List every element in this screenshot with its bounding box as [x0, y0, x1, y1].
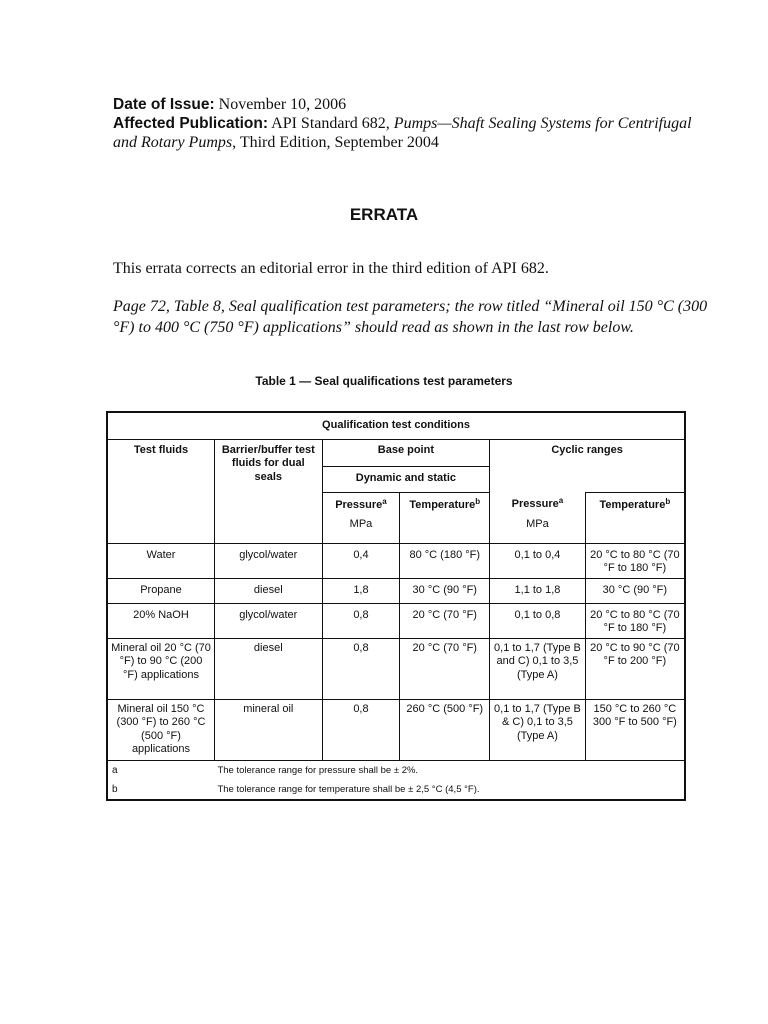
cell-barrier-fluid: diesel: [214, 578, 322, 603]
header-bp-temperature: Temperature$^b$: [400, 492, 490, 514]
intro-paragraph: This errata corrects an editorial error in the third edition of API 682.: [113, 260, 549, 277]
cell-test-fluid: Mineral oil 20 °C (70 °F) to 90 °C (200 °F) applications: [107, 638, 214, 699]
cell-test-fluid: Propane: [107, 578, 214, 603]
footnote-row: [107, 760, 685, 781]
bp-pressure-unit: MPa: [322, 514, 400, 543]
page-title: ERRATA: [349, 205, 419, 224]
publication-edition: , Third Edition, September 2004: [232, 134, 439, 151]
cy-temperature-unit-blank: [585, 514, 685, 543]
table-row: [107, 578, 685, 603]
cell-cy-temperature: 20 °C to 90 °C (70 °F to 200 °F): [585, 638, 685, 699]
cell-cy-pressure: 0,1 to 0,8: [490, 603, 586, 638]
cell-bp-temperature: 30 °C (90 °F): [400, 578, 490, 603]
table-header-row-1: [107, 439, 685, 466]
cell-bp-temperature: 80 °C (180 °F): [400, 543, 490, 578]
header-cy-pressure: Pressure$^a$: [490, 492, 586, 514]
cy-pressure-unit: MPa: [490, 514, 586, 543]
date-label: Date of Issue:: [113, 96, 215, 113]
table-row: [107, 603, 685, 638]
cell-cy-temperature: 20 °C to 80 °C (70 °F to 180 °F): [585, 543, 685, 578]
cell-cy-temperature: 20 °C to 80 °C (70 °F to 180 °F): [585, 603, 685, 638]
table-group-header-row: [107, 412, 685, 439]
publication-value: API Standard 682,: [271, 115, 390, 132]
bp-temperature-unit-blank: [400, 514, 490, 543]
cell-bp-pressure: 0,8: [322, 699, 400, 760]
affected-publication-line: [113, 114, 713, 152]
cell-bp-temperature: 20 °C (70 °F): [400, 603, 490, 638]
cell-test-fluid: Mineral oil 150 °C (300 °F) to 260 °C (500 °F) applications: [107, 699, 214, 760]
table-row: [107, 699, 685, 760]
cell-bp-pressure: 1,8: [322, 578, 400, 603]
footnote-mark: a: [107, 760, 214, 781]
publication-label: Affected Publication:: [113, 115, 269, 132]
cell-bp-temperature: 260 °C (500 °F): [400, 699, 490, 760]
date-of-issue-line: [113, 95, 713, 114]
cell-barrier-fluid: mineral oil: [214, 699, 322, 760]
correction-note: Page 72, Table 8, Seal qualification test parameters; the row titled “Mineral oil 150 °C (300 °F) to 400 °C (750 °F) applications” should read as shown in the last row below.: [113, 298, 708, 336]
date-value: November 10, 2006: [218, 96, 347, 113]
publication-title: Pumps—Shaft Sealing Systems for Centrifugal and Rotary Pumps: [113, 115, 692, 151]
header-cy-temperature: Temperature$^b$: [585, 492, 685, 514]
footnote-text: The tolerance range for temperature shall be ± 2,5 °C (4,5 °F).: [214, 781, 685, 800]
cell-bp-pressure: 0,4: [322, 543, 400, 578]
table-caption: Table 1 — Seal qualifications test parameters: [255, 374, 513, 388]
cell-cy-pressure: 0,1 to 1,7 (Type B & C) 0,1 to 3,5 (Type A): [490, 699, 586, 760]
group-header-cell: Qualification test conditions: [107, 412, 685, 439]
footnote-mark: b: [107, 781, 214, 800]
header-dynamic-static: Dynamic and static: [322, 466, 490, 492]
cell-cy-temperature: 30 °C (90 °F): [585, 578, 685, 603]
cell-test-fluid: 20% NaOH: [107, 603, 214, 638]
cell-cy-temperature: 150 °C to 260 °C 300 °F to 500 °F): [585, 699, 685, 760]
test-parameters-table: [106, 411, 686, 801]
header-base-point: Base point: [322, 439, 490, 466]
cell-test-fluid: Water: [107, 543, 214, 578]
header-test-fluids: Test fluids: [107, 439, 214, 543]
cell-barrier-fluid: glycol/water: [214, 543, 322, 578]
table-row: [107, 543, 685, 578]
cell-cy-pressure: 0,1 to 0,4: [490, 543, 586, 578]
header-barrier-fluids: Barrier/buffer test fluids for dual seals: [214, 439, 322, 543]
footnote-text: The tolerance range for pressure shall be ± 2%.: [214, 760, 685, 781]
document-header: [113, 95, 713, 152]
header-bp-pressure: Pressure$^a$: [322, 492, 400, 514]
table-row: [107, 638, 685, 699]
cell-barrier-fluid: glycol/water: [214, 603, 322, 638]
cell-bp-pressure: 0,8: [322, 638, 400, 699]
cell-bp-pressure: 0,8: [322, 603, 400, 638]
footnote-row: [107, 781, 685, 800]
cell-bp-temperature: 20 °C (70 °F): [400, 638, 490, 699]
cell-cy-pressure: 1,1 to 1,8: [490, 578, 586, 603]
header-cyclic-ranges: Cyclic ranges: [490, 439, 685, 492]
cell-barrier-fluid: diesel: [214, 638, 322, 699]
cell-cy-pressure: 0,1 to 1,7 (Type B and C) 0,1 to 3,5 (Type A): [490, 638, 586, 699]
